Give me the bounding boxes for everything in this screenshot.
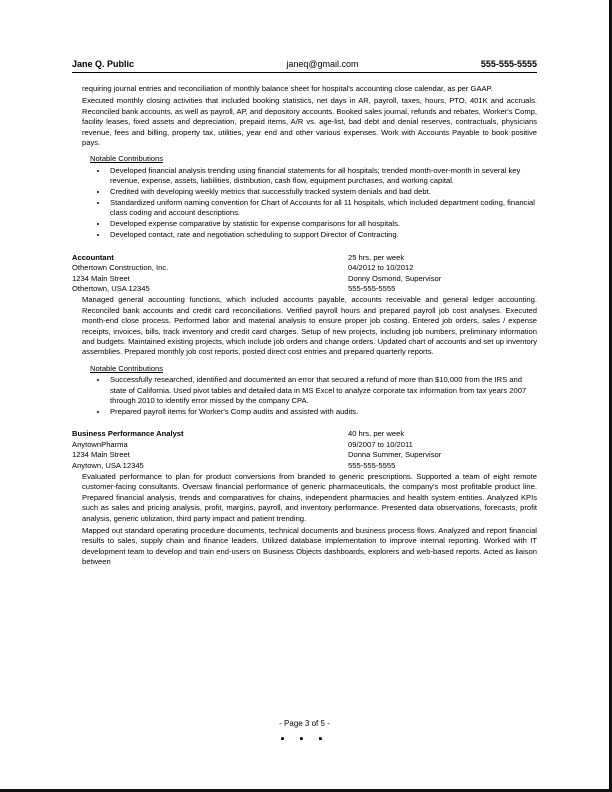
job-title: Business Performance Analyst <box>72 429 184 439</box>
resume-body <box>72 84 537 570</box>
job-description-1: Evaluated performance to plan for product conversions from branded to generic prescriptions. Supported a team of eight remote customer-facing consultants. Oversaw financial performance of generic pharmaceuticals, the company's most profitable product line. Prepared financial analysis, trends and comparatives for chains, independent pharmacies and health system entities. Analyzed KPIs such as sales and pricing analysis, profit, margins, payroll, and inventory performance. Presented data observations, forecasts, profit analysis, generic utilization, third party impact and patient trending. <box>82 471 537 523</box>
job-dates: 04/2012 to 10/2012 <box>348 263 414 273</box>
notable-contributions-heading: Notable Contributions <box>90 154 164 164</box>
job-company: AnytownPharma <box>72 439 128 449</box>
list-item: • Developed expense comparative by statistic for expense comparisons for all hospitals. <box>108 219 537 229</box>
list-item: • Prepared payroll items for Worker's Comp audits and assisted with audits. <box>108 407 537 417</box>
job-phone: 555-555-5555 <box>348 283 396 293</box>
contributions-list <box>82 166 537 241</box>
job-analyst-header <box>72 429 537 471</box>
job-accountant-header <box>72 253 537 295</box>
job-address: 1234 Main Street <box>72 450 130 460</box>
intro-paragraph-1: requiring journal entries and reconciliation of monthly balance sheet for hospital's accounting close calendar, as per GAAP. <box>82 84 493 93</box>
list-item: • Successfully researched, identified and documented an error that secured a refund of more than $10,000 from the IRS and state of California. Used pivot tables and detailed data in MS Excel to analyze corporate tax information from tax years 2007 through 2010 to identify error missed by the company CPA. <box>108 375 537 406</box>
job-phone: 555-555-5555 <box>348 460 396 470</box>
candidate-name: Jane Q. Public <box>72 59 135 69</box>
job-supervisor: Donna Summer, Supervisor <box>348 450 442 460</box>
job-company: Othertown Construction, Inc. <box>72 263 169 273</box>
job-hours: 40 hrs. per week <box>348 429 405 439</box>
job-hours: 25 hrs. per week <box>348 252 405 262</box>
list-item: • Developed contact, rate and negotiation scheduling to support Director of Contracting. <box>108 230 537 240</box>
job-dates: 09/2007 to 10/2011 <box>348 439 413 449</box>
list-item: • Credited with developing weekly metrics that successfully tracked system denials and bad debt. <box>108 187 537 197</box>
page-header <box>72 59 537 72</box>
notable-contributions-heading: Notable Contributions <box>90 363 164 373</box>
job-city: Anytown, USA 12345 <box>72 460 144 470</box>
header-divider <box>72 72 537 73</box>
continuation-dots: ▪ ▪ ▪ <box>280 733 329 745</box>
job-description-2: Mapped out standard operating procedure documents, technical documents and business process flows. Analyzed and report financial results to sales, supply chain and finance leaders. Utilized database implementation to improve internal reporting. Worked with IT development team to develop and train end-users on Business Objects dashboards, explorers and web-based reports. Acted as liaison between <box>82 525 537 567</box>
job-title: Accountant <box>72 252 114 262</box>
job-supervisor: Donny Osmond, Supervisor <box>348 273 442 283</box>
job-description: Managed general accounting functions, which included accounts payable, accounts receivable and general ledger accounting. Reconciled bank accounts and credit card reconciliations. Verified payroll hours and prepared payroll job cost analyses. Executed month-end close process. Performed labor and material analysis to ensure proper job costing. Entered job orders, sales / expense receipts, invoices, bills, track inventory and credit card charges. Setup of new projects, including job numbers, preliminary information and budgets. Maintained existing projects, which include job orders and change orders. Updated chart of accounts and set up inventory assemblies. Prepared monthly job cost reports, posted direct cost entries and prepared quarterly reports. <box>82 295 537 357</box>
job-address: 1234 Main Street <box>72 273 130 283</box>
job-city: Othertown, USA 12345 <box>72 283 150 293</box>
contributions-list <box>82 375 537 417</box>
intro-paragraph-2: Executed monthly closing activities that included booking statistics, net days in AR, payroll, taxes, hours, PTO, 401K and accruals. Reconciled bank accounts, as well as payroll, AP, and depository accounts. Booked sales journal, refunds and rebates, Worker's Comp, facility leases, fixed assets and depreciation, prepaid items, A/R vs. age-list, bad debt and denial reserves, contractuals, physicians revenue, fees and billing, property tax, utilities, year end and other various expenses. Work with Accounts Payable to book positive pays. <box>82 96 537 148</box>
candidate-email: janeq@gmail.com <box>286 59 359 69</box>
candidate-phone: 555-555-5555 <box>480 59 537 69</box>
page-number: - Page 3 of 5 - <box>279 719 330 728</box>
list-item: • Standardized uniform naming convention for Chart of Accounts for all 11 hospitals, which included department coding, financial class coding and account descriptions. <box>108 198 537 219</box>
list-item: • Developed financial analysis trending using financial statements for all hospitals; trended month-over-month in several key revenue, expense, assets, liabilities, distribution, cash flow, equipment purchases, and working capital. <box>108 166 537 187</box>
